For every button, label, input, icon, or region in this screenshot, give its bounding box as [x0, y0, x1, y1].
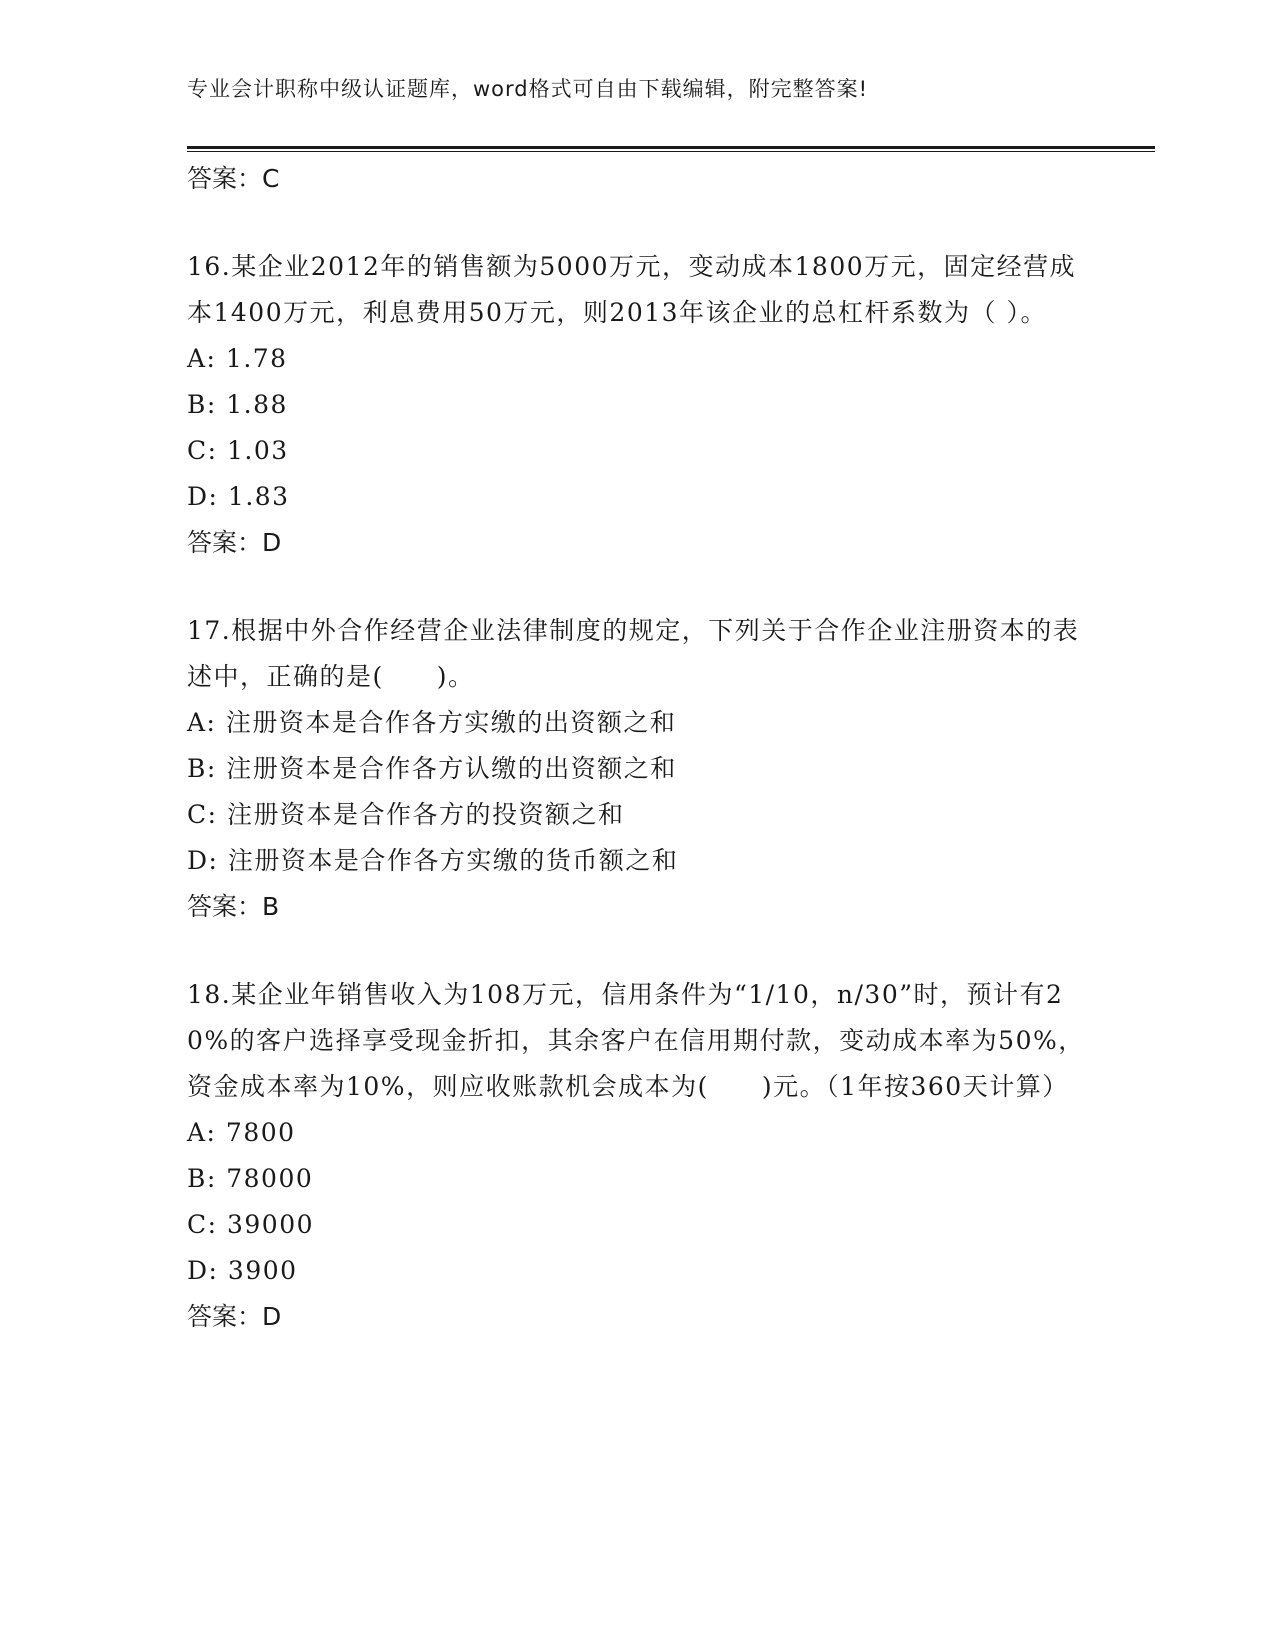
header-rule-thin — [187, 151, 1155, 152]
option-b: B: 注册资本是合作各方认缴的出资额之和 — [187, 754, 677, 783]
page-content — [187, 156, 1087, 1340]
option-c: C: 注册资本是合作各方的投资额之和 — [187, 800, 625, 829]
option-a: A: 注册资本是合作各方实缴的出资额之和 — [187, 708, 677, 737]
answer-line: 答案：D — [187, 1302, 282, 1331]
answer-line: 答案：C — [187, 164, 280, 193]
question-text: 16.某企业2012年的销售额为5000万元，变动成本1800万元，固定经营成本1400万元，利息费用50万元，则2013年该企业的总杠杆系数为（ ）。 — [187, 252, 1077, 327]
option-b: B: 1.88 — [187, 390, 288, 419]
option-a: A: 1.78 — [187, 344, 288, 373]
answer-line: 答案：B — [187, 892, 280, 921]
header-rule-thick — [187, 146, 1155, 149]
question-block — [187, 972, 1087, 1340]
page-header: 专业会计职称中级认证题库，word格式可自由下载编辑，附完整答案! — [187, 77, 869, 101]
question-text: 18.某企业年销售收入为108万元，信用条件为“1/10，n/30”时，预计有20%的客户选择享受现金折扣，其余客户在信用期付款，变动成本率为50%，资金成本率为10%，则应收账款机会成本为( )元。（1年按360天计算） — [187, 980, 1085, 1101]
option-a: A: 7800 — [187, 1118, 296, 1147]
question-block — [187, 608, 1087, 930]
option-d: D: 1.83 — [187, 482, 290, 511]
answer-line: 答案：D — [187, 528, 282, 557]
option-c: C: 39000 — [187, 1210, 315, 1239]
question-block — [187, 244, 1087, 566]
option-d: D: 3900 — [187, 1256, 298, 1285]
question-text: 17.根据中外合作经营企业法律制度的规定，下列关于合作企业注册资本的表述中，正确的是( )。 — [187, 616, 1080, 691]
option-c: C: 1.03 — [187, 436, 289, 465]
option-b: B: 78000 — [187, 1164, 314, 1193]
option-d: D: 注册资本是合作各方实缴的货币额之和 — [187, 846, 679, 875]
